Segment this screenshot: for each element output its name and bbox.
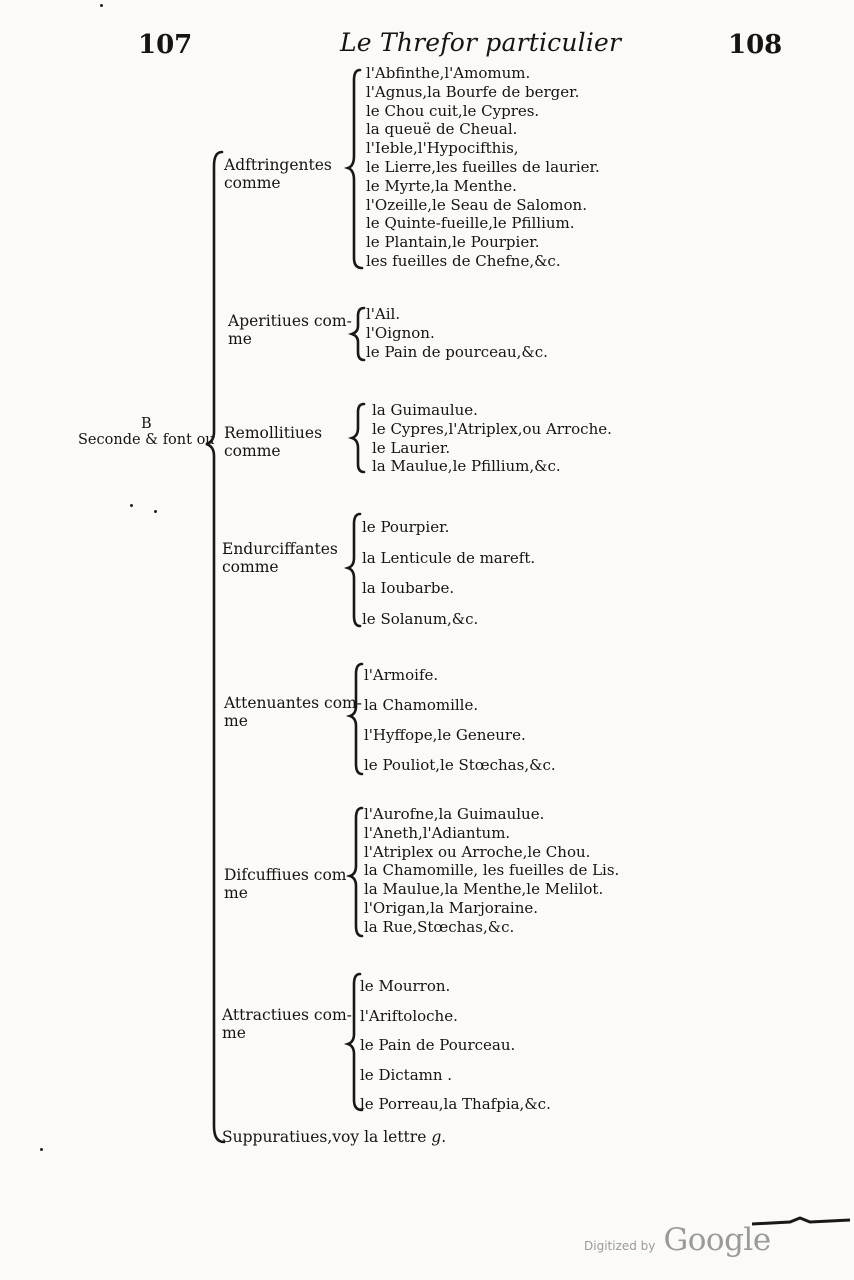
final-reference (222, 1128, 446, 1146)
final-line-text: Suppuratiues,voy la lettre (222, 1128, 427, 1146)
list-item: le Lierre,les fueilles de laurier. (366, 157, 600, 176)
list-item: les fueilles de Chefne,&c. (366, 251, 561, 270)
group-items-1 (366, 64, 600, 271)
list-item: la Lenticule de mareft. (362, 548, 536, 567)
list-item: le Chou cuit,le Cypres. (366, 101, 540, 120)
list-item: l'Abfinthe,l'Amomum. (366, 64, 531, 82)
ink-speck (40, 1148, 43, 1151)
list-item: l'Ail. (366, 305, 401, 323)
list-item: la Rue,Stœchas,&c. (364, 917, 515, 936)
brace-group-4 (348, 514, 360, 626)
group-label-1 (224, 156, 332, 192)
list-item: la Ioubarbe. (362, 579, 455, 598)
list-item: la Chamomille. (364, 696, 479, 714)
list-item: le Cypres,l'Atriplex,ou Arroche. (372, 419, 612, 438)
group-label-7 (222, 1006, 352, 1042)
list-item: le Quinte-fueille,le Pfillium. (366, 214, 575, 233)
group-items-3 (372, 401, 612, 476)
root-label: Seconde & font ou (78, 432, 215, 448)
group-label-7-line-2: me (222, 1024, 246, 1042)
ink-speck (100, 4, 103, 7)
group-items-5 (364, 660, 556, 780)
list-item: la queuë de Cheual. (366, 120, 518, 139)
group-label-1-line-1: Adftringentes (224, 156, 332, 174)
list-item: la Maulue,le Pfillium,&c. (372, 457, 561, 476)
group-label-2 (228, 312, 352, 348)
list-item: l'Aurofne,la Guimaulue. (364, 805, 545, 823)
group-label-4-line-2: comme (222, 558, 279, 576)
brace-group-3 (352, 404, 364, 472)
group-label-5-line-2: me (224, 712, 248, 730)
list-item: le Laurier. (372, 438, 451, 457)
group-label-6 (224, 866, 352, 902)
credit-brand: Google (663, 1222, 771, 1258)
list-item: l'Origan,la Marjoraine. (364, 898, 539, 917)
list-item: la Maulue,la Menthe,le Melilot. (364, 880, 604, 899)
list-item: l'Ieble,l'Hypocifthis, (366, 139, 519, 158)
list-item: l'Ariftoloche. (360, 1006, 458, 1025)
group-label-6-line-2: me (224, 884, 248, 902)
group-label-4-line-1: Endurciffantes (222, 540, 338, 558)
list-item: le Pourpier. (362, 518, 450, 536)
running-head: Le Threfor particulier (340, 28, 622, 57)
group-label-2-line-2: me (228, 330, 252, 348)
list-item: l'Aneth,l'Adiantum. (364, 823, 511, 842)
group-items-4 (362, 512, 535, 634)
list-item: l'Armoife. (364, 666, 439, 684)
list-item: l'Atriplex ou Arroche,le Chou. (364, 842, 591, 861)
list-item: le Pain de Pourceau. (360, 1036, 516, 1055)
root-letter: B (140, 416, 152, 432)
group-label-4 (222, 540, 338, 576)
list-item: le Dictamn . (360, 1065, 453, 1084)
group-label-6-line-1: Difcuffiues com- (224, 866, 352, 884)
final-line-ref: g. (431, 1128, 447, 1146)
group-label-3 (224, 424, 322, 460)
brace-group-6 (350, 808, 362, 936)
list-item: le Myrte,la Menthe. (366, 176, 517, 195)
group-label-7-line-1: Attractiues com- (222, 1006, 352, 1024)
list-item: le Pouliot,le Stœchas,&c. (364, 756, 556, 774)
brace-group-2 (352, 308, 364, 360)
group-label-2-line-1: Aperitiues com- (228, 312, 352, 330)
list-item: l'Oignon. (366, 323, 435, 342)
group-items-7 (360, 972, 551, 1120)
main-brace (206, 152, 224, 1142)
list-item: l'Ozeille,le Seau de Salomon. (366, 195, 587, 214)
ink-speck (130, 504, 133, 507)
group-items-6 (364, 805, 619, 937)
list-item: le Solanum,&c. (362, 609, 479, 628)
list-item: l'Hyffope,le Geneure. (364, 726, 526, 744)
group-items-2 (366, 305, 548, 361)
group-label-5-line-1: Attenuantes com- (224, 694, 362, 712)
digitized-credit (584, 1222, 771, 1258)
group-label-1-line-2: comme (224, 174, 281, 192)
ink-speck (154, 510, 157, 513)
folio-left: 107 (138, 30, 193, 60)
list-item: le Mourron. (360, 977, 451, 995)
list-item: le Porreau,la Thafpia,&c. (360, 1095, 551, 1114)
brace-group-1 (348, 70, 362, 268)
group-label-5 (224, 694, 362, 730)
list-item: l'Agnus,la Bourfe de berger. (366, 82, 580, 101)
folio-right: 108 (728, 30, 783, 60)
list-item: la Chamomille, les fueilles de Lis. (364, 861, 620, 880)
list-item: le Plantain,le Pourpier. (366, 233, 540, 252)
list-item: le Pain de pourceau,&c. (366, 342, 548, 361)
group-label-3-line-2: comme (224, 442, 281, 460)
list-item: la Guimaulue. (372, 401, 478, 419)
credit-prefix: Digitized by (584, 1239, 656, 1253)
group-label-3-line-1: Remollitiues (224, 424, 323, 442)
